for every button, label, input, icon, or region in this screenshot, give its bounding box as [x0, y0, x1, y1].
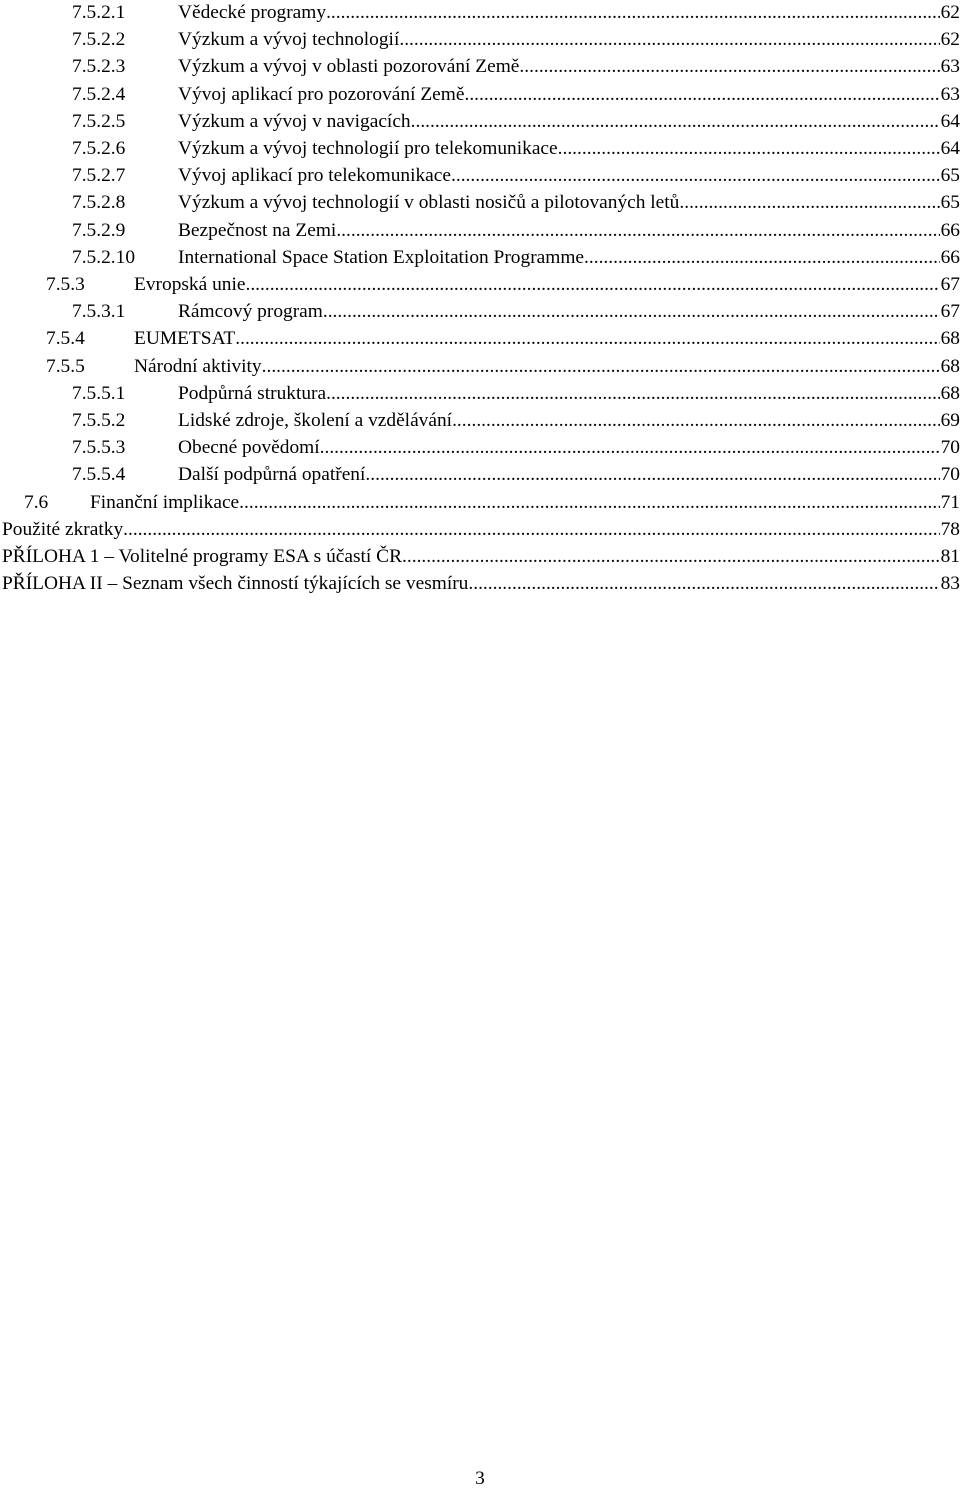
dot-leader — [399, 27, 939, 53]
toc-entry-title: PŘÍLOHA II – Seznam všech činností týkajících se vesmíru — [2, 573, 469, 595]
dot-leader — [558, 136, 940, 162]
dot-leader — [262, 354, 940, 380]
toc-entry-number: 7.5.2.8 — [72, 192, 126, 214]
toc-entry-title: Vývoj aplikací pro telekomunikace — [178, 165, 451, 187]
toc-entry-number: 7.6 — [24, 491, 49, 513]
dot-leader — [239, 490, 939, 516]
toc-entry[interactable] — [0, 27, 960, 53]
dot-leader — [411, 109, 940, 135]
toc-entry-title: PŘÍLOHA 1 – Volitelné programy ESA s účastí ČR — [2, 546, 403, 567]
toc-entry-page: 66 — [940, 219, 960, 241]
toc-entry-number: 7.5.2.7 — [72, 165, 126, 187]
toc-entry-number: 7.5.5.1 — [72, 382, 126, 404]
toc-entry-page: 63 — [940, 56, 960, 78]
toc-entry-page: 67 — [940, 301, 960, 323]
toc-entry[interactable] — [0, 544, 960, 570]
toc-entry-page: 63 — [940, 83, 960, 105]
toc-entry-title: Lidské zdroje, školení a vzdělávání — [178, 410, 453, 431]
toc-entry-page: 83 — [940, 573, 960, 595]
toc-entry-number: 7.5.2.1 — [72, 2, 126, 23]
toc-entry-title: Výzkum a vývoj technologií pro telekomunikace — [178, 138, 558, 159]
toc-entry[interactable] — [0, 354, 960, 380]
toc-entry-title: Vědecké programy — [178, 2, 327, 23]
toc-entry-title: Rámcový program — [178, 301, 323, 323]
toc-entry[interactable] — [0, 517, 960, 543]
toc-entry[interactable] — [0, 462, 960, 488]
toc-entry[interactable] — [0, 82, 960, 108]
toc-entry[interactable] — [0, 381, 960, 407]
toc-entry[interactable] — [0, 190, 960, 216]
toc-entry-title: Podpůrná struktura — [178, 382, 327, 404]
toc-entry[interactable] — [0, 218, 960, 244]
toc-entry[interactable] — [0, 490, 960, 516]
toc-entry-title: Použité zkratky — [2, 518, 124, 540]
dot-leader — [452, 408, 940, 434]
dot-leader — [679, 190, 939, 216]
toc-entry-page: 70 — [940, 437, 960, 459]
toc-entry-title: Výzkum a vývoj v oblasti pozorování Země — [178, 56, 520, 78]
dot-leader — [468, 571, 939, 597]
toc-entry[interactable] — [0, 326, 960, 352]
toc-entry[interactable] — [0, 54, 960, 80]
toc-entry-page: 66 — [940, 246, 960, 268]
toc-entry[interactable] — [0, 571, 960, 597]
toc-entry[interactable] — [0, 109, 960, 135]
dot-leader — [323, 299, 940, 325]
dot-leader — [123, 517, 939, 543]
toc-entry[interactable] — [0, 272, 960, 298]
dot-leader — [402, 544, 940, 570]
dot-leader — [320, 435, 940, 461]
toc-entry-title: Výzkum a vývoj technologií — [178, 29, 400, 51]
toc-entry-number: 7.5.5.4 — [72, 464, 126, 486]
dot-leader — [519, 54, 939, 80]
toc-entry-title: Národní aktivity — [134, 355, 262, 377]
toc-entry-page: 62 — [940, 29, 960, 51]
toc-entry-page: 71 — [940, 491, 960, 513]
toc-entry-page: 78 — [940, 518, 960, 540]
toc-entry-number: 7.5.3.1 — [72, 301, 126, 323]
dot-leader — [326, 0, 940, 26]
toc-entry-title: Výzkum a vývoj v navigacích — [178, 110, 411, 132]
toc-entry-number: 7.5.3 — [46, 274, 85, 295]
toc-entry-number: 7.5.5.3 — [72, 437, 126, 459]
toc-entry[interactable] — [0, 0, 960, 26]
dot-leader — [336, 218, 939, 244]
toc-entry[interactable] — [0, 163, 960, 189]
toc-entry[interactable] — [0, 299, 960, 325]
toc-entry-number: 7.5.4 — [46, 328, 85, 350]
toc-entry-number: 7.5.2.10 — [72, 246, 136, 268]
toc-entry-page: 81 — [940, 546, 960, 567]
dot-leader — [235, 326, 939, 352]
toc-entry-number: 7.5.2.2 — [72, 29, 126, 51]
toc-entry[interactable] — [0, 136, 960, 162]
toc-entry-title: Bezpečnost na Zemi — [178, 219, 337, 241]
toc-entry-number: 7.5.2.4 — [72, 83, 126, 105]
dot-leader — [326, 381, 940, 407]
dot-leader — [464, 82, 939, 108]
toc-entry[interactable] — [0, 408, 960, 434]
toc-entry-title: Obecné povědomí — [178, 437, 320, 459]
toc-entry-page: 64 — [940, 110, 960, 132]
toc-entry-page: 68 — [940, 382, 960, 404]
toc-entry-number: 7.5.5.2 — [72, 410, 126, 431]
toc-entry-page: 64 — [940, 138, 960, 159]
dot-leader — [584, 245, 940, 271]
toc-entry-title: Další podpůrná opatření — [178, 464, 366, 486]
toc-entry-title: Finanční implikace — [90, 491, 240, 513]
toc-entry-number: 7.5.2.3 — [72, 56, 126, 78]
toc-entry[interactable] — [0, 435, 960, 461]
toc-entry-page: 68 — [940, 328, 960, 350]
toc-entry-page: 70 — [940, 464, 960, 486]
dot-leader — [245, 272, 939, 298]
toc-entry-number: 7.5.2.6 — [72, 138, 126, 159]
toc-entry-title: Evropská unie — [134, 274, 246, 295]
toc-entry-title: EUMETSAT — [134, 328, 236, 350]
toc-entry-page: 67 — [940, 274, 960, 295]
page-number: 3 — [475, 1468, 485, 1489]
toc-entry-number: 7.5.5 — [46, 355, 85, 377]
toc-entry-title: International Space Station Exploitation Programme — [178, 246, 585, 268]
toc-entry-page: 65 — [940, 192, 960, 214]
toc-entry-title: Výzkum a vývoj technologií v oblasti nosičů a pilotovaných letů — [178, 192, 680, 214]
toc-entry-title: Vývoj aplikací pro pozorování Země — [178, 83, 465, 105]
toc-entry-page: 68 — [940, 355, 960, 377]
toc-entry-page: 62 — [940, 2, 960, 23]
toc-entry[interactable] — [0, 245, 960, 271]
dot-leader — [451, 163, 940, 189]
toc-entry-page: 65 — [940, 165, 960, 187]
toc-entry-number: 7.5.2.9 — [72, 219, 126, 241]
toc-entry-page: 69 — [940, 410, 960, 431]
dot-leader — [365, 462, 939, 488]
toc-entry-number: 7.5.2.5 — [72, 110, 126, 132]
